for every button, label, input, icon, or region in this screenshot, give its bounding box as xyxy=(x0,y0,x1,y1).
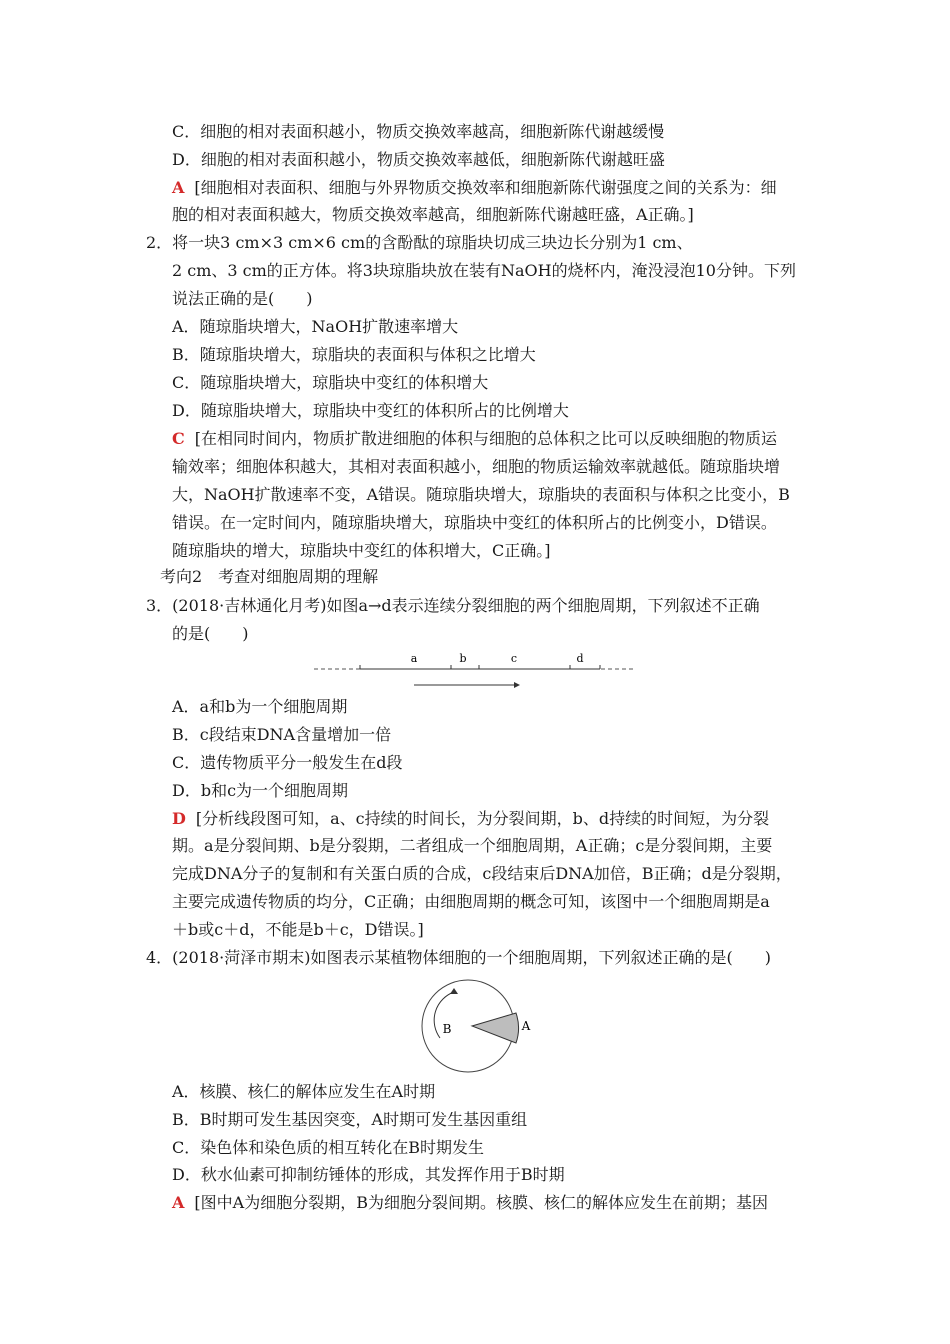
q4-sector-a xyxy=(472,1013,519,1043)
section-heading: 考向2 考查对细胞周期的理解 xyxy=(160,567,379,586)
q1-explanation-2: 胞的相对表面积越大，物质交换效率越高，细胞新陈代谢越旺盛，A正确。] xyxy=(172,205,694,224)
q3-explanation-2: 期。a是分裂间期、b是分裂期，二者组成一个细胞周期，A正确；c是分裂间期，主要 xyxy=(172,836,773,855)
q3-option-c: C．遗传物质平分一般发生在d段 xyxy=(172,753,403,772)
q4-label-a: A xyxy=(521,1019,531,1033)
q3-label-d: d xyxy=(576,652,584,665)
q4-option-a: A．核膜、核仁的解体应发生在A时期 xyxy=(172,1082,436,1101)
q2-explanation-text-1: [在相同时间内，物质扩散进细胞的体积与细胞的总体积之比可以反映细胞的物质运 xyxy=(194,429,777,448)
q3-explanation-5: ＋b或c＋d，不能是b＋c，D错误。] xyxy=(172,920,424,939)
q2-explanation-1 xyxy=(172,429,777,449)
q3-option-a: A．a和b为一个细胞周期 xyxy=(172,697,348,716)
q4-answer-letter: A xyxy=(172,1193,185,1212)
q1-explanation-text-1: [细胞相对表面积、细胞与外界物质交换效率和细胞新陈代谢强度之间的关系为：细 xyxy=(194,178,777,197)
q3-stem-1: 3．(2018·吉林通化月考)如图a→d表示连续分裂细胞的两个细胞周期，下列叙述不正确 xyxy=(146,596,760,615)
q3-arrowhead-icon xyxy=(514,682,520,688)
q3-option-b: B．c段结束DNA含量增加一倍 xyxy=(172,725,392,744)
q2-explanation-4: 错误。在一定时间内，随琼脂块增大，琼脂块中变红的体积所占的比例变小，D错误。 xyxy=(172,513,777,532)
q4-option-b: B．B时期可发生基因突变，A时期可发生基因重组 xyxy=(172,1110,528,1129)
q3-answer-letter: D xyxy=(172,809,186,828)
q4-stem-1: 4．(2018·菏泽市期末)如图表示某植物体细胞的一个细胞周期，下列叙述正确的是( ) xyxy=(146,948,771,967)
q3-explanation-3: 完成DNA分子的复制和有关蛋白质的合成，c段结束后DNA加倍，B正确；d是分裂期， xyxy=(172,864,792,883)
q3-option-d: D．b和c为一个细胞周期 xyxy=(172,781,349,800)
q2-option-d: D．随琼脂块增大，琼脂块中变红的体积所占的比例增大 xyxy=(172,401,569,420)
q2-stem-1: 2．将一块3 cm×3 cm×6 cm的含酚酞的琼脂块切成三块边长分别为1 cm、 xyxy=(146,233,693,252)
q4-option-c: C．染色体和染色质的相互转化在B时期发生 xyxy=(172,1138,485,1157)
q2-stem-2: 2 cm、3 cm的正方体。将3块琼脂块放在装有NaOH的烧杯内，淹没浸泡10分钟。下列 xyxy=(172,261,796,280)
q3-stem-2: 的是( ) xyxy=(172,624,249,643)
q1-option-d: D．细胞的相对表面积越小，物质交换效率越低，细胞新陈代谢越旺盛 xyxy=(172,150,665,169)
q3-label-b: b xyxy=(459,652,467,665)
q1-answer-letter: A xyxy=(172,178,185,197)
q2-explanation-2: 输效率；细胞体积越大，其相对表面积越小，细胞的物质运输效率就越低。随琼脂块增 xyxy=(172,457,781,476)
q4-explanation-1 xyxy=(172,1193,768,1213)
q2-answer-letter: C xyxy=(172,429,185,448)
q2-option-a: A．随琼脂块增大，NaOH扩散速率增大 xyxy=(172,317,459,336)
q4-arrowhead-icon xyxy=(450,988,458,994)
q3-label-a: a xyxy=(410,652,418,665)
q3-explanation-4: 主要完成遗传物质的均分，C正确；由细胞周期的概念可知，该图中一个细胞周期是a xyxy=(172,892,770,911)
q3-cell-cycle-line-diagram xyxy=(310,650,640,692)
q3-explanation-text-1: [分析线段图可知，a、c持续的时间长，为分裂间期，b、d持续的时间短，为分裂 xyxy=(195,809,770,828)
q2-stem-3: 说法正确的是( ) xyxy=(172,289,313,308)
q1-explanation-1 xyxy=(172,178,777,198)
q2-option-c: C．随琼脂块增大，琼脂块中变红的体积增大 xyxy=(172,373,489,392)
q3-label-c: c xyxy=(510,652,518,665)
q2-option-b: B．随琼脂块增大，琼脂块的表面积与体积之比增大 xyxy=(172,345,536,364)
q4-option-d: D．秋水仙素可抑制纺锤体的形成，其发挥作用于B时期 xyxy=(172,1165,565,1184)
q3-explanation-1 xyxy=(172,809,769,829)
q4-cell-cycle-circle-diagram xyxy=(412,976,542,1076)
q4-explanation-text-1: [图中A为细胞分裂期，B为细胞分裂间期。核膜、核仁的解体应发生在前期；基因 xyxy=(194,1193,768,1212)
q2-explanation-5: 随琼脂块的增大，琼脂块中变红的体积增大，C正确。] xyxy=(172,541,551,560)
q4-label-b: B xyxy=(442,1022,452,1036)
q1-option-c: C．细胞的相对表面积越小，物质交换效率越高，细胞新陈代谢越缓慢 xyxy=(172,122,665,141)
q2-explanation-3: 大，NaOH扩散速率不变，A错误。随琼脂块增大，琼脂块的表面积与体积之比变小，B xyxy=(172,485,790,504)
